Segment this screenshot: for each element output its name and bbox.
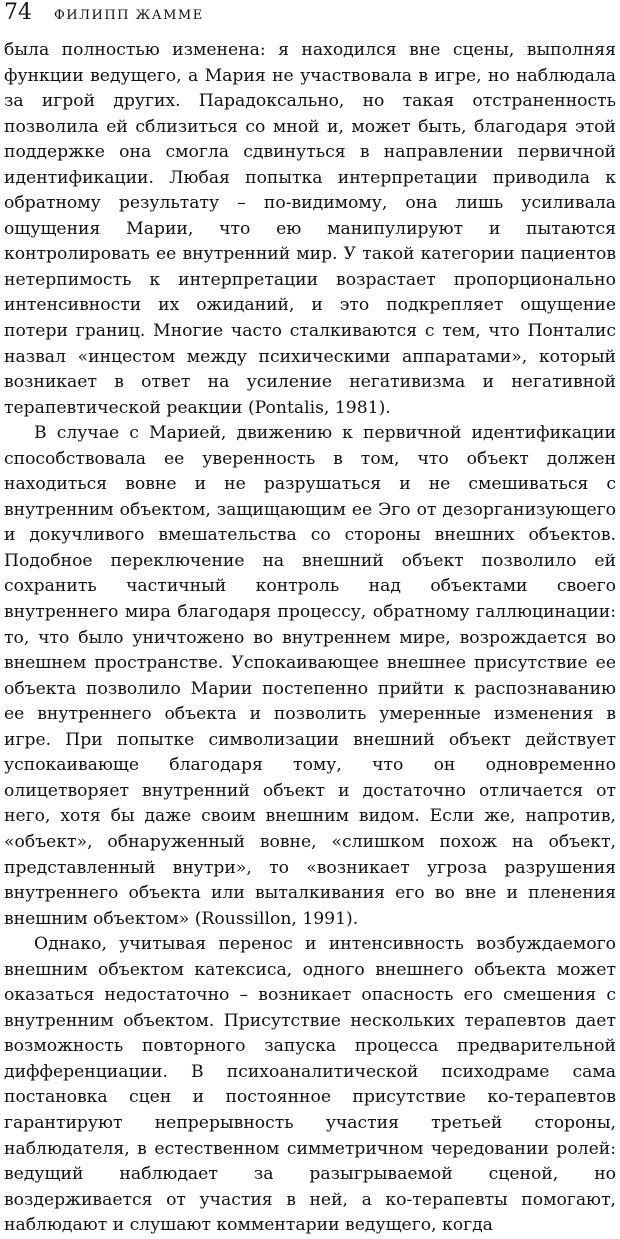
paragraph-2: В случае с Марией, движению к первичной идентификации способствовала ее уверенность в том, что объект должен находиться вовне и не разрушаться и не смешиваться с внутренним объектом, защищающим ее Эго от дезорганизующего и докучливого вмешательства со стороны внешних объектов. Подобное переключение на внешний объект позволило ей сохранить частичный контроль над объектами своего внутреннего мира благодаря процессу, обратному галлюцинации: то, что было уничтожено во внутреннем мире, возрождается во внешнем пространстве. Успокаивающее внешнее присутствие ее объекта позволило Марии постепенно прийти к распознаванию ее внутреннего объекта и позволить умеренные изменения в игре. При попытке символизации внешний объект действует успокаивающе благодаря тому, что он одновременно олицетворяет внутренний объект и достаточно отличается от него, хотя бы даже своим внешним видом. Если же, напротив, «объект», обнаруженный вовне, «слишком похож на объект, представленный внутри», то «возникает угроза разрушения внутреннего объекта или выталкивания его во вне и пленения внешним объектом» (Roussillon, 1991). (4, 423, 616, 929)
page-number: 74 (4, 0, 32, 25)
body-text (4, 38, 616, 1239)
paragraph-3: Однако, учитывая перенос и интенсивность возбуждаемого внешним объектом катексиса, одного внешнего объекта может оказаться недостаточно – возникает опасность его смешения с внутренним объектом. Присутствие нескольких терапевтов дает возможность повторного запуска процесса предварительной дифференциации. В психоаналитической психодраме сама постановка сцен и постоянное присутствие ко-терапевтов гарантируют непрерывность участия третьей стороны, наблюдателя, в естественном симметричном чередовании ролей: ведущий наблюдает за разыгрываемой сценой, но воздерживается от участия в ней, а ко-терапевты помогают, наблюдают и слушают комментарии ведущего, когда (4, 934, 616, 1236)
running-title: ФИЛИПП ЖАММЕ (54, 8, 204, 23)
paragraph-1: была полностью изменена: я находился вне сцены, выполняя функции ведущего, а Мария не участвовала в игре, но наблюдала за игрой других. Парадоксально, но такая отстраненность позволила ей сблизиться со мной и, может быть, благодаря этой поддержке она смогла сдвинуться в направлении первичной идентификации. Любая попытка интерпретации приводила к обратному результату – по-видимому, она лишь усиливала ощущения Марии, что ею манипулируют и пытаются контролировать ее внутренний мир. У такой категории пациентов нетерпимость к интерпретации возрастает пропорционально интенсивности их ожиданий, и это подкрепляет ощущение потери границ. Многие часто сталкиваются с тем, что Понталис назвал «инцестом между психическими аппаратами», который возникает в ответ на усиление негативизма и негативной терапевтической реакции (Pontalis, 1981). (4, 40, 616, 418)
running-head (4, 0, 616, 40)
